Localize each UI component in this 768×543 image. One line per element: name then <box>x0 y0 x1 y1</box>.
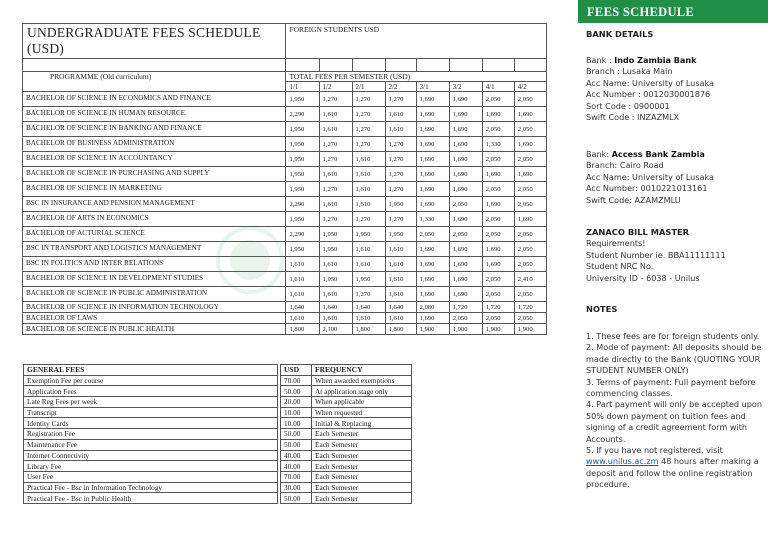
fee-value: 1,950 <box>319 227 352 242</box>
bank-details-title: BANK DETAILS <box>586 29 654 39</box>
semester-header: 3/2 <box>449 82 482 92</box>
fee-value: 1,270 <box>319 212 352 227</box>
semester-header: 1/1 <box>286 82 319 92</box>
fee-name: Internet Connectivity <box>24 450 278 461</box>
table-row <box>23 167 547 182</box>
fee-value: 1,690 <box>514 212 546 227</box>
fee-frequency: Each Semester <box>312 493 412 504</box>
sidebar <box>578 0 768 543</box>
general-fee-row <box>24 375 412 386</box>
notes-section <box>586 304 764 315</box>
fee-value: 1,610 <box>385 287 416 302</box>
fee-value: 1,640 <box>385 302 416 313</box>
fee-value: 1,950 <box>286 242 319 257</box>
fee-value: 1,640 <box>352 302 385 313</box>
general-fee-row <box>24 397 412 408</box>
fee-value: 1,610 <box>352 152 385 167</box>
fee-value: 1,690 <box>482 167 514 182</box>
fee-value: 1,270 <box>319 137 352 152</box>
fee-value: 1,270 <box>319 182 352 197</box>
empty-cell <box>482 59 514 72</box>
fee-value: 2,050 <box>482 152 514 167</box>
programme-name: BACHELOR OF LAWS <box>23 313 286 324</box>
note-item: 3. Terms of payment: Full payment before commencing classes. <box>586 376 756 399</box>
fee-value: 2,050 <box>449 227 482 242</box>
empty-cell <box>449 59 482 72</box>
note-item: 4. Part payment will only be accepted upon 50% down payment on tuition fees and signing of a credit agreement form with Accounts. <box>586 399 762 444</box>
fee-value: 2,050 <box>482 313 514 324</box>
fee-value: 1,690 <box>416 242 449 257</box>
fee-value: 2,050 <box>514 122 546 137</box>
fee-usd: 50.00 <box>281 493 312 504</box>
fee-value: 1,270 <box>352 107 385 122</box>
fee-value: 1,690 <box>416 257 449 272</box>
zanaco-requirement-line: Requirements! <box>586 238 646 249</box>
fee-frequency: Each Semester <box>312 461 412 472</box>
fee-usd: 30.00 <box>281 482 312 493</box>
fee-frequency: When awarded exemptions <box>312 375 412 386</box>
fee-value: 2,050 <box>482 122 514 137</box>
fee-value: 1,900 <box>514 324 546 335</box>
bank-label: Bank : <box>586 55 615 65</box>
general-fee-row <box>24 418 412 429</box>
fee-value: 1,690 <box>416 313 449 324</box>
bank-detail-line: Sort Code : 0900001 <box>586 100 670 111</box>
fee-value: 1,690 <box>449 122 482 137</box>
bank-1-name-line <box>586 55 764 66</box>
fee-value: 2,290 <box>286 227 319 242</box>
note-item <box>586 445 764 491</box>
fee-value: 1,690 <box>416 152 449 167</box>
fee-value: 1,690 <box>449 287 482 302</box>
fee-value: 1,270 <box>319 92 352 107</box>
fee-frequency: Each Semester <box>312 439 412 450</box>
fee-value: 1,690 <box>416 107 449 122</box>
bank-detail-line: Branch : Lusaka Main <box>586 66 673 77</box>
bank-2-name-line <box>586 149 764 160</box>
fee-value: 1,610 <box>385 257 416 272</box>
fee-value: 1,270 <box>385 167 416 182</box>
fee-value: 1,610 <box>385 107 416 122</box>
empty-cell <box>286 59 319 72</box>
fee-value: 1,720 <box>482 302 514 313</box>
programme-name: BACHELOR OF SCIENCE IN BANKING AND FINANCE <box>23 122 286 137</box>
fee-value: 1,270 <box>385 152 416 167</box>
fee-value: 2,050 <box>514 152 546 167</box>
fee-value: 1,690 <box>449 182 482 197</box>
fee-value: 1,950 <box>286 122 319 137</box>
fee-value: 2,050 <box>514 92 546 107</box>
fee-frequency: At application stage only <box>312 386 412 397</box>
fee-value: 1,950 <box>286 212 319 227</box>
fee-value: 1,690 <box>449 92 482 107</box>
fee-value: 1,610 <box>319 167 352 182</box>
fee-value: 2,080 <box>416 302 449 313</box>
semester-header: 2/2 <box>385 82 416 92</box>
fee-value: 1,610 <box>319 122 352 137</box>
general-fee-row <box>24 407 412 418</box>
fee-name: Late Reg Fees per week <box>24 397 278 408</box>
notes-title: NOTES <box>586 304 618 314</box>
fee-value: 1,610 <box>286 272 319 287</box>
fee-value: 1,950 <box>286 137 319 152</box>
fee-value: 1,690 <box>416 272 449 287</box>
fee-value: 1,950 <box>385 227 416 242</box>
fee-value: 2,100 <box>319 324 352 335</box>
fee-value: 1,330 <box>416 212 449 227</box>
fee-value: 1,270 <box>385 182 416 197</box>
general-fees-header: GENERAL FEES <box>24 365 278 376</box>
note-5-text-end: 48 hours after making a deposit and follow the online registration procedure. <box>586 456 759 490</box>
general-fees-table-wrapper <box>23 364 411 504</box>
table-row <box>23 324 547 335</box>
fee-value: 1,690 <box>482 257 514 272</box>
fee-frequency: Each Semester <box>312 429 412 440</box>
table-row <box>23 313 547 324</box>
fee-value: 1,690 <box>482 197 514 212</box>
fee-name: User Fee <box>24 471 278 482</box>
fee-value: 1,950 <box>319 242 352 257</box>
empty-cell <box>23 59 286 72</box>
fee-value: 1,270 <box>352 137 385 152</box>
fee-value: 1,690 <box>514 137 546 152</box>
fee-frequency: Initial & Replacing <box>312 418 412 429</box>
bank-details-section <box>586 29 764 40</box>
fee-value: 1,690 <box>416 122 449 137</box>
fee-value: 1,950 <box>286 152 319 167</box>
programme-name: BACHELOR OF BUSINESS ADMINISTRATION <box>23 137 286 152</box>
fee-value: 2,290 <box>286 197 319 212</box>
general-fee-row <box>24 493 412 504</box>
fee-usd: 50.00 <box>281 386 312 397</box>
page-title: UNDERGRADUATE FEES SCHEDULE (USD) <box>23 24 286 59</box>
fee-value: 1,690 <box>449 107 482 122</box>
programme-header: PROGRAMME (Old curriculum) <box>23 72 286 92</box>
fee-name: Registration Fee <box>24 429 278 440</box>
fee-frequency: When applicable <box>312 397 412 408</box>
fee-value: 1,270 <box>385 92 416 107</box>
fee-value: 2,050 <box>514 182 546 197</box>
semester-header: 4/1 <box>482 82 514 92</box>
programme-name: BSC IN TRANSPORT AND LOGISTICS MANAGEMENT <box>23 242 286 257</box>
fee-value: 1,950 <box>352 272 385 287</box>
fee-value: 1,690 <box>449 242 482 257</box>
semester-header: 3/1 <box>416 82 449 92</box>
zanaco-section <box>586 227 764 284</box>
fee-value: 2,290 <box>286 107 319 122</box>
fee-value: 1,610 <box>352 242 385 257</box>
bank-name: Access Bank Zambia <box>611 149 705 159</box>
programme-name: BACHELOR OF ACTURIAL SCIENCE <box>23 227 286 242</box>
programme-name: BACHELOR OF SCIENCE IN MARKETING <box>23 182 286 197</box>
fee-value: 2,050 <box>449 197 482 212</box>
fee-usd: 10.00 <box>281 418 312 429</box>
general-fees-table <box>23 364 412 504</box>
fee-value: 1,690 <box>482 107 514 122</box>
fee-value: 2,050 <box>416 227 449 242</box>
website-link[interactable]: www.unilus.ac.zm <box>586 456 659 467</box>
zanaco-requirement-line: University ID - 6038 - Unilus <box>586 272 700 283</box>
university-crest-watermark <box>215 225 285 295</box>
fee-value: 1,270 <box>352 122 385 137</box>
fee-value: 2,050 <box>514 313 546 324</box>
programme-name: BACHELOR OF SCIENCE IN ACCOUNTANCY <box>23 152 286 167</box>
fee-value: 2,050 <box>514 287 546 302</box>
notes-list <box>586 331 764 491</box>
fee-name: Exemption Fee per course <box>24 375 278 386</box>
programme-name: BACHELOR OF SCIENCE IN PURCHASING AND SUPPLY <box>23 167 286 182</box>
fee-name: Transcript <box>24 407 278 418</box>
fee-value: 1,950 <box>319 272 352 287</box>
fee-value: 1,690 <box>416 287 449 302</box>
fee-frequency: Each Semester <box>312 471 412 482</box>
fee-value: 1,950 <box>286 92 319 107</box>
fee-value: 1,690 <box>449 257 482 272</box>
fee-value: 1,690 <box>449 212 482 227</box>
fee-value: 1,610 <box>319 197 352 212</box>
note-item: 2. Mode of payment: All deposits should be made directly to the Bank (QUOTING YOUR STUDENT NUMBER ONLY) <box>586 342 762 376</box>
zanaco-requirement-line: Student NRC No. <box>586 261 654 272</box>
fee-value: 1,950 <box>385 197 416 212</box>
fee-value: 1,720 <box>449 302 482 313</box>
fee-value: 1,690 <box>449 167 482 182</box>
programme-name: BSC IN POLITICS AND INTER RELATIONS <box>23 257 286 272</box>
empty-cell <box>385 59 416 72</box>
fee-name: Identity Cards <box>24 418 278 429</box>
fee-name: Practical Fee - Bsc in Public Health <box>24 493 278 504</box>
fee-usd: 20.00 <box>281 397 312 408</box>
fee-name: Maintenance Fee <box>24 439 278 450</box>
fee-value: 1,640 <box>319 302 352 313</box>
table-row <box>23 107 547 122</box>
fee-value: 1,610 <box>352 257 385 272</box>
fee-value: 2,050 <box>514 242 546 257</box>
bank-detail-line: Swift Code : INZAZMLX <box>586 112 680 123</box>
bank-detail-line: Acc Number: 0010221013161 <box>586 183 708 194</box>
fee-value: 1,610 <box>352 182 385 197</box>
fee-value: 1,690 <box>449 272 482 287</box>
empty-cell <box>514 59 546 72</box>
foreign-students-label: FOREIGN STUDENTS USD <box>286 24 547 59</box>
fee-value: 1,330 <box>482 137 514 152</box>
fee-value: 1,900 <box>449 324 482 335</box>
note-item: 1. These fees are for foreign students only. <box>586 331 760 341</box>
fee-value: 1,610 <box>319 257 352 272</box>
fee-value: 1,690 <box>416 197 449 212</box>
fee-value: 2,050 <box>482 227 514 242</box>
fee-value: 1,270 <box>385 212 416 227</box>
fee-value: 1,610 <box>319 107 352 122</box>
programme-name: BSC IN INSURANCE AND PENSION MANAGEMENT <box>23 197 286 212</box>
semester-header: 2/1 <box>352 82 385 92</box>
fee-value: 1,690 <box>482 242 514 257</box>
programme-name: BACHELOR OF SCIENCE IN PUBLIC ADMINISTRATION <box>23 287 286 302</box>
fee-value: 2,050 <box>482 212 514 227</box>
fee-value: 1,610 <box>352 313 385 324</box>
fee-name: Application Fees <box>24 386 278 397</box>
table-row <box>23 122 547 137</box>
fee-value: 1,610 <box>385 242 416 257</box>
table-row <box>23 92 547 107</box>
bank-label: Bank: <box>586 149 612 159</box>
frequency-header: FREQUENCY <box>312 365 412 376</box>
fee-usd: 40.00 <box>281 461 312 472</box>
table-row <box>23 152 547 167</box>
programme-name: BACHELOR OF SCIENCE IN ECONOMICS AND FINANCE <box>23 92 286 107</box>
fee-value: 1,800 <box>286 324 319 335</box>
fee-frequency: Each Semester <box>312 450 412 461</box>
bank-1-details <box>586 55 764 123</box>
fee-value: 1,270 <box>385 137 416 152</box>
fee-value: 1,610 <box>286 287 319 302</box>
bank-detail-line: Acc Number : 0012030001876 <box>586 89 711 100</box>
programme-name: BACHELOR OF SCIENCE IN PUBLIC HEALTH <box>23 324 286 335</box>
fee-value: 1,690 <box>449 152 482 167</box>
bank-name: Indo Zambia Bank <box>614 55 697 65</box>
fee-value: 2,050 <box>514 257 546 272</box>
bank-detail-line: Acc Name: University of Lusaka <box>586 77 714 88</box>
fee-value: 1,270 <box>352 212 385 227</box>
fee-value: 1,690 <box>514 167 546 182</box>
fee-value: 2,050 <box>482 272 514 287</box>
fee-value: 1,270 <box>352 287 385 302</box>
fee-value: 2,050 <box>514 197 546 212</box>
total-fees-header: TOTAL FEES PER SEMESTER (USD) <box>286 72 547 82</box>
fee-value: 1,610 <box>319 287 352 302</box>
fee-value: 1,270 <box>352 92 385 107</box>
fee-usd: 10.00 <box>281 407 312 418</box>
fee-value: 1,610 <box>352 167 385 182</box>
general-fee-row <box>24 386 412 397</box>
empty-cell <box>352 59 385 72</box>
fee-value: 1,610 <box>352 197 385 212</box>
fee-value: 1,610 <box>385 272 416 287</box>
fee-usd: 70.00 <box>281 471 312 482</box>
fee-name: Practical Fee - Bsc in Information Technology <box>24 482 278 493</box>
fee-value: 2,050 <box>514 227 546 242</box>
fee-frequency: When requested <box>312 407 412 418</box>
programme-name: BACHELOR OF SCIENCE IN DEVELOPMENT STUDIES <box>23 272 286 287</box>
semester-header: 4/2 <box>514 82 546 92</box>
bank-detail-line: Acc Name: University of Lusaka <box>586 171 714 182</box>
fee-value: 1,690 <box>514 107 546 122</box>
fee-value: 2,050 <box>482 287 514 302</box>
fee-value: 1,610 <box>319 313 352 324</box>
sidebar-header: FEES SCHEDULE <box>578 0 768 23</box>
fee-value: 1,800 <box>385 324 416 335</box>
table-row <box>23 137 547 152</box>
fee-name: Library Fee <box>24 461 278 472</box>
fee-value: 1,950 <box>286 167 319 182</box>
zanaco-requirement-line: Student Number ie. BBA11111111 <box>586 249 726 260</box>
fee-value: 2,050 <box>449 313 482 324</box>
table-row <box>23 197 547 212</box>
fee-frequency: Each Semester <box>312 482 412 493</box>
general-fee-row <box>24 461 412 472</box>
fee-usd: 70.00 <box>281 375 312 386</box>
fee-value: 1,610 <box>385 122 416 137</box>
general-fee-row <box>24 482 412 493</box>
empty-cell <box>319 59 352 72</box>
fee-value: 1,900 <box>416 324 449 335</box>
fee-value: 1,800 <box>352 324 385 335</box>
general-fee-row <box>24 439 412 450</box>
fee-value: 1,690 <box>449 137 482 152</box>
fee-usd: 50.00 <box>281 429 312 440</box>
usd-header: USD <box>281 365 312 376</box>
bank-detail-line: Branch: Cairo Road <box>586 160 664 171</box>
programme-name: BACHELOR OF ARTS IN ECONOMICS <box>23 212 286 227</box>
fee-value: 2,050 <box>482 182 514 197</box>
fee-usd: 40.00 <box>281 450 312 461</box>
bank-2-details <box>586 149 764 206</box>
fee-value: 1,720 <box>514 302 546 313</box>
general-fee-row <box>24 450 412 461</box>
semester-header: 1/2 <box>319 82 352 92</box>
table-row <box>23 302 547 313</box>
fee-value: 1,270 <box>319 152 352 167</box>
fee-value: 1,900 <box>482 324 514 335</box>
table-row <box>23 182 547 197</box>
general-fee-row <box>24 471 412 482</box>
fee-value: 1,690 <box>416 182 449 197</box>
fee-value: 1,950 <box>286 182 319 197</box>
programme-name: BACHELOR OF SCIENCE IN HUMAN RESOURCE <box>23 107 286 122</box>
fee-value: 1,690 <box>416 137 449 152</box>
zanaco-title: ZANACO BILL MASTER <box>586 227 690 237</box>
bank-detail-line: Swift Code: AZAMZMLU <box>586 194 681 205</box>
fee-value: 2,410 <box>514 272 546 287</box>
fee-value: 1,610 <box>385 313 416 324</box>
fee-value: 1,610 <box>286 257 319 272</box>
fee-value: 1,690 <box>416 167 449 182</box>
fee-value: 1,950 <box>352 227 385 242</box>
fee-value: 1,690 <box>416 92 449 107</box>
general-fee-row <box>24 429 412 440</box>
fee-value: 1,610 <box>286 313 319 324</box>
fee-value: 2,050 <box>482 92 514 107</box>
fee-value: 1,640 <box>286 302 319 313</box>
empty-cell <box>416 59 449 72</box>
programme-name: BACHELOR OF SCIENCE IN INFORMATION TECHNOLOGY <box>23 302 286 313</box>
note-5-text: 5. If you have not registered, visit <box>586 445 723 456</box>
fee-usd: 50.00 <box>281 439 312 450</box>
